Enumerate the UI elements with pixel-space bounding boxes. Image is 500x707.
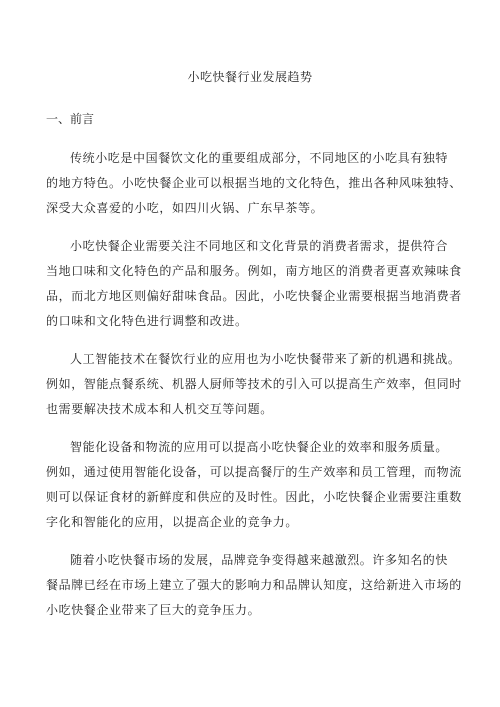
paragraph-line: 小吃快餐企业需要关注不同地区和文化背景的消费者需求，提供符合 bbox=[70, 239, 449, 253]
paragraph-line: 智能化设备和物流的应用可以提高小吃快餐企业的效率和服务质量。 bbox=[70, 440, 449, 454]
paragraph-line: 随着小吃快餐市场的发展，品牌竞争变得越来越激烈。许多知名的快 bbox=[70, 553, 449, 567]
paragraph-line: 的地方特色。小吃快餐企业可以根据当地的文化特色，推出各种风味独特、 bbox=[46, 176, 462, 190]
section-heading: 一、前言 bbox=[46, 112, 95, 126]
paragraph-line: 餐品牌已经在市场上建立了强大的影响力和品牌认知度，这给新进入市场的 bbox=[46, 578, 462, 592]
paragraph-line: 小吃快餐企业带来了巨大的竞争压力。 bbox=[46, 603, 261, 617]
paragraph-line: 例如，通过使用智能化设备，可以提高餐厅的生产效率和员工管理，而物流 bbox=[46, 465, 462, 479]
paragraph-line: 传统小吃是中国餐饮文化的重要组成部分，不同地区的小吃具有独特 bbox=[70, 151, 449, 165]
paragraph-line: 当地口味和文化特色的产品和服务。例如，南方地区的消费者更喜欢辣味食 bbox=[46, 264, 462, 278]
document-title: 小吃快餐行业发展趋势 bbox=[187, 70, 313, 84]
paragraph-line: 例如，智能点餐系统、机器人厨师等技术的引入可以提高生产效率，但同时 bbox=[46, 377, 462, 391]
paragraph-line: 也需要解决技术成本和人机交互等问题。 bbox=[46, 402, 273, 416]
paragraph-line: 深受大众喜爱的小吃，如四川火锅、广东早茶等。 bbox=[46, 201, 324, 215]
paragraph-line: 字化和智能化的应用，以提高企业的竞争力。 bbox=[46, 515, 299, 529]
paragraph-line: 的口味和文化特色进行调整和改进。 bbox=[46, 314, 248, 328]
paragraph-line: 人工智能技术在餐饮行业的应用也为小吃快餐带来了新的机遇和挑战。 bbox=[70, 352, 461, 366]
paragraph-line: 品，而北方地区则偏好甜味食品。因此，小吃快餐企业需要根据当地消费者 bbox=[46, 289, 462, 303]
paragraph-line: 则可以保证食材的新鲜度和供应的及时性。因此，小吃快餐企业需要注重数 bbox=[46, 490, 462, 504]
